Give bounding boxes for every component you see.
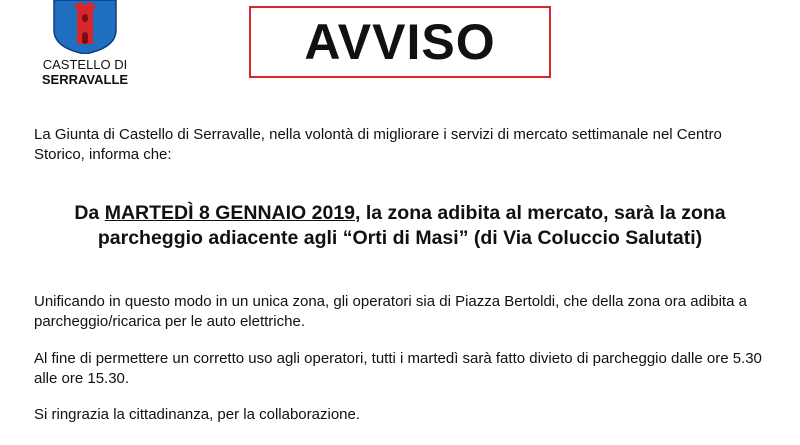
- announcement-text: , la zona adibita al mercato, sarà la zona parcheggio adiacente agli “Orti di Masi” (di Via Coluccio Salutati): [97, 202, 726, 249]
- municipality-name: [20, 57, 150, 87]
- notice-title-box: [249, 6, 551, 78]
- paragraph-parking-ban: Al fine di permettere un corretto uso agli operatori, tutti i martedì sarà fatto divieto di parcheggio dalle ore 5.30 alle ore 15.30.: [34, 350, 762, 387]
- announcement-date: MARTEDÌ 8 GENNAIO 2019: [104, 202, 356, 224]
- intro-paragraph: La Giunta di Castello di Serravalle, nella volontà di migliorare i servizi di mercato settimanale nel Centro Storico, informa che:: [34, 126, 722, 163]
- announcement: [20, 201, 780, 251]
- coat-of-arms-icon: [52, 0, 118, 54]
- notice-title: AVVISO: [304, 14, 496, 70]
- announcement-prefix: Da: [74, 202, 105, 224]
- municipality-name-line2: SERRAVALLE: [41, 72, 129, 87]
- municipality-name-line1: CASTELLO DI: [42, 57, 128, 72]
- paragraph-operators: Unificando in questo modo in un unica zona, gli operatori sia di Piazza Bertoldi, che della zona ora adibita a parcheggio/ricarica per le auto elettriche.: [34, 293, 747, 330]
- paragraph-thanks: Si ringrazia la cittadinanza, per la collaborazione.: [34, 406, 361, 423]
